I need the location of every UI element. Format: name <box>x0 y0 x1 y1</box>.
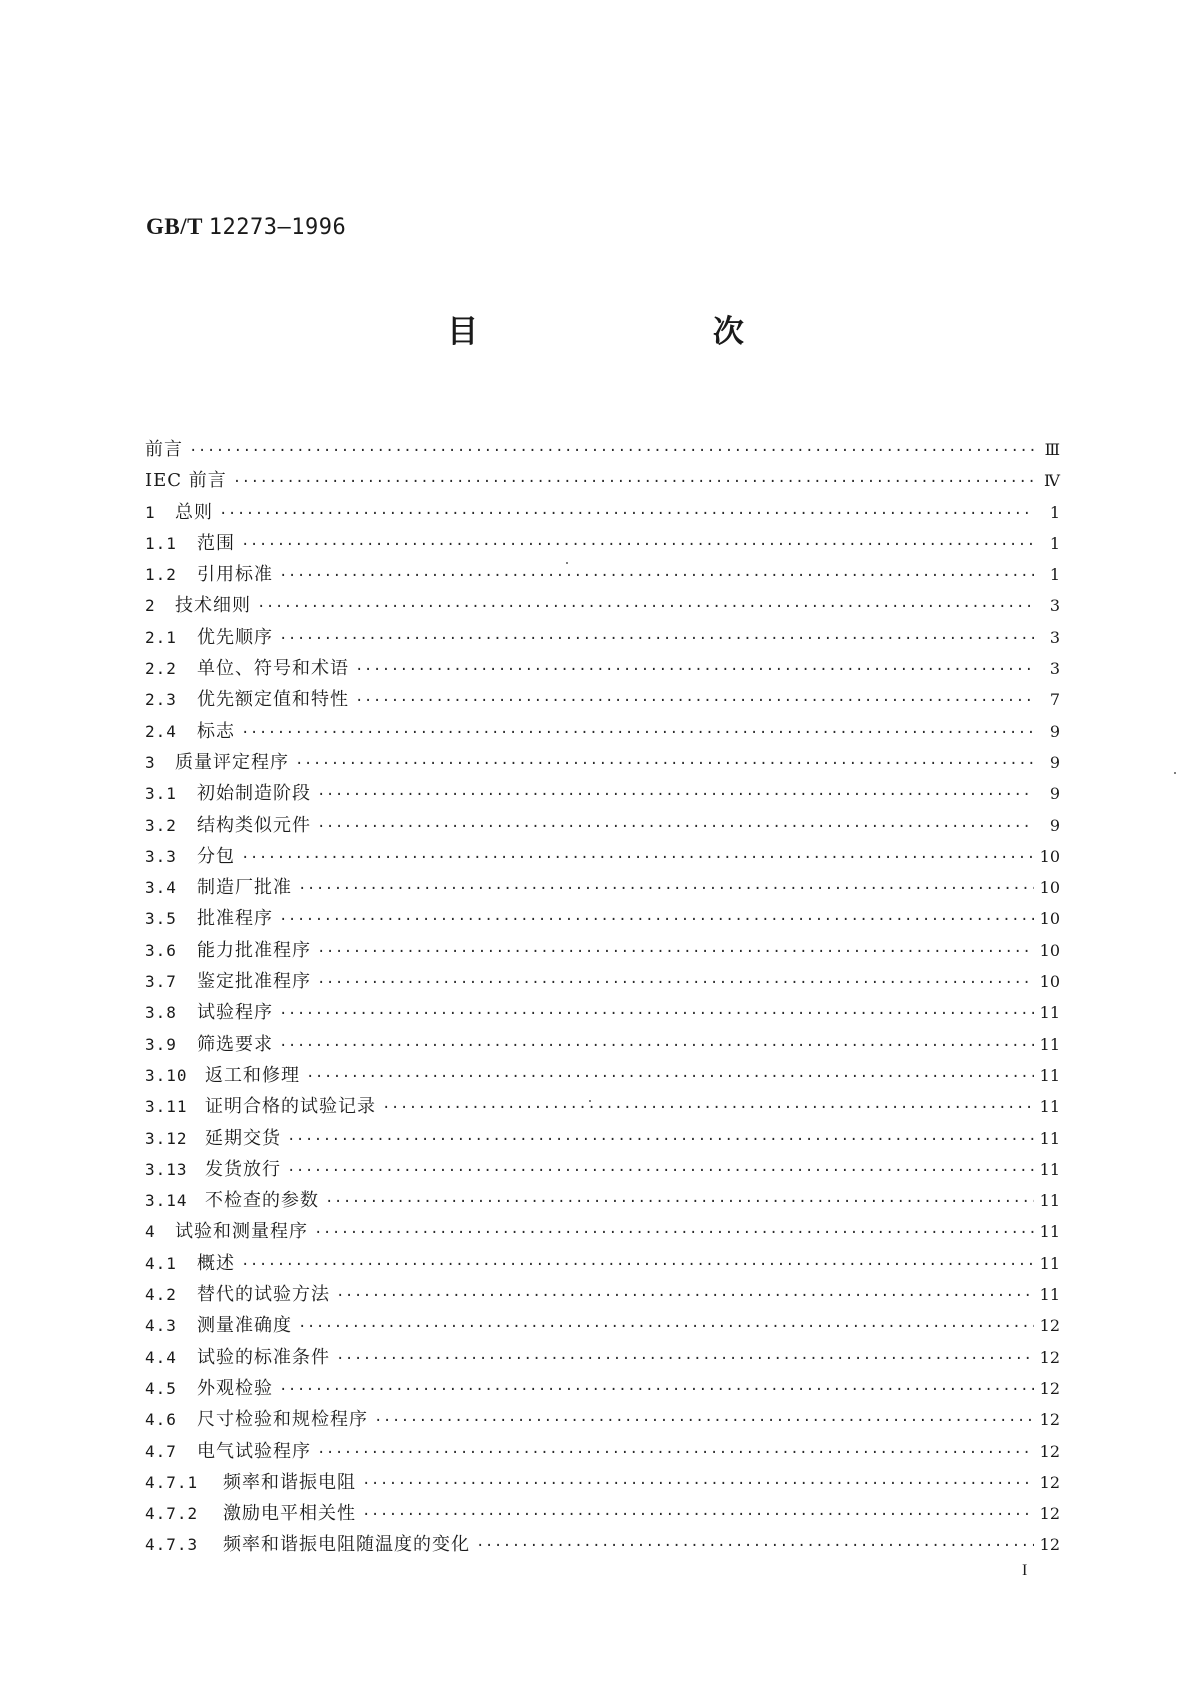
toc-entry-page: 3 <box>1049 659 1060 679</box>
toc-entry-number: 3.10 <box>145 1065 188 1085</box>
toc-entry <box>145 1185 1060 1216</box>
toc-entry <box>145 872 1060 903</box>
toc-entry <box>145 1342 1060 1373</box>
toc-entry <box>145 1091 1060 1122</box>
toc-entry <box>145 1060 1060 1091</box>
toc-entry <box>145 590 1060 621</box>
toc-leader-dots <box>314 1218 1034 1249</box>
toc-entry-page: 11 <box>1039 1097 1060 1117</box>
toc-entry-number: 4.6 <box>145 1410 177 1430</box>
toc-entry <box>145 1279 1060 1310</box>
toc-entry <box>145 1436 1060 1467</box>
toc-entry <box>145 465 1060 496</box>
toc-leader-dots <box>382 1093 1034 1124</box>
toc-entry-page: 10 <box>1039 940 1060 960</box>
toc-entry-label: 总则 <box>175 501 213 523</box>
toc-entry-number: 3.2 <box>145 815 177 835</box>
toc-entry <box>145 434 1060 465</box>
toc-leader-dots <box>374 1406 1034 1437</box>
toc-entry-page: 12 <box>1039 1472 1060 1492</box>
toc-entry <box>145 716 1060 747</box>
toc-entry-label: 质量评定程序 <box>175 751 289 773</box>
toc-entry <box>145 903 1060 934</box>
table-of-contents <box>145 434 1060 1561</box>
toc-entry-label: 优先顺序 <box>197 626 273 648</box>
toc-entry-number: 1.2 <box>145 565 177 585</box>
toc-entry-label: 尺寸检验和规检程序 <box>197 1409 368 1431</box>
toc-entry-number: 4.7.3 <box>145 1535 199 1555</box>
toc-entry-page: 10 <box>1039 909 1060 929</box>
toc-entry-page: 12 <box>1039 1410 1060 1430</box>
toc-leader-dots <box>241 530 1034 561</box>
toc-entry <box>145 528 1060 559</box>
toc-leader-dots <box>325 1187 1034 1218</box>
toc-leader-dots <box>279 561 1034 592</box>
toc-leader-dots <box>279 999 1034 1030</box>
toc-leader-dots <box>279 624 1034 655</box>
toc-entry-number: 1.1 <box>145 533 177 553</box>
toc-entry-number: 4.3 <box>145 1316 177 1336</box>
toc-entry-page: 12 <box>1039 1535 1060 1555</box>
toc-entry-number: 3.8 <box>145 1003 177 1023</box>
toc-leader-dots <box>317 968 1034 999</box>
standard-code-prefix: GB/T <box>146 214 203 239</box>
toc-entry-label: 不检查的参数 <box>205 1190 319 1212</box>
toc-leader-dots <box>317 812 1034 843</box>
toc-leader-dots <box>287 1156 1034 1187</box>
page-number: I <box>1022 1562 1028 1579</box>
standard-code <box>146 214 346 240</box>
toc-entry-label: 标志 <box>197 720 235 742</box>
toc-entry-number: 2.3 <box>145 690 177 710</box>
toc-entry-page: 11 <box>1039 1191 1060 1211</box>
toc-entry-label: 单位、符号和术语 <box>197 658 349 680</box>
toc-entry-page: 9 <box>1049 815 1060 835</box>
toc-entry-label: 技术细则 <box>175 595 251 617</box>
toc-entry-number: 3.5 <box>145 909 177 929</box>
toc-entry <box>145 1404 1060 1435</box>
toc-entry-number: 3.12 <box>145 1128 188 1148</box>
toc-entry-page: 9 <box>1049 752 1060 772</box>
toc-leader-dots <box>295 749 1034 780</box>
toc-entry-label: 概述 <box>197 1252 235 1274</box>
toc-entry-page: 11 <box>1039 1065 1060 1085</box>
toc-entry <box>145 841 1060 872</box>
toc-leader-dots <box>355 655 1034 686</box>
toc-entry-page: 11 <box>1039 1222 1060 1242</box>
toc-entry-number: 3.3 <box>145 846 177 866</box>
toc-entry-label: 测量准确度 <box>197 1315 292 1337</box>
toc-entry-number: 3.6 <box>145 940 177 960</box>
toc-entry-label: 返工和修理 <box>205 1064 300 1086</box>
toc-entry-number: 2.4 <box>145 721 177 741</box>
toc-entry-label: 外观检验 <box>197 1377 273 1399</box>
toc-entry <box>145 966 1060 997</box>
toc-entry <box>145 1154 1060 1185</box>
toc-entry-label: 试验程序 <box>197 1002 273 1024</box>
toc-entry <box>145 1467 1060 1498</box>
toc-entry-number: 3.9 <box>145 1034 177 1054</box>
toc-leader-dots <box>306 1062 1034 1093</box>
toc-entry-page: 12 <box>1039 1441 1060 1461</box>
toc-entry-page: 11 <box>1039 1159 1060 1179</box>
toc-entry-number: 4 <box>145 1222 156 1242</box>
toc-leader-dots <box>317 937 1034 968</box>
toc-leader-dots <box>219 499 1034 530</box>
toc-entry-page: 9 <box>1049 721 1060 741</box>
toc-leader-dots <box>189 436 1034 467</box>
toc-entry-number: 3.7 <box>145 972 177 992</box>
toc-entry <box>145 684 1060 715</box>
toc-leader-dots <box>257 592 1034 623</box>
toc-leader-dots <box>241 1250 1034 1281</box>
toc-entry-number: 4.1 <box>145 1253 177 1273</box>
toc-entry-label: 延期交货 <box>205 1127 281 1149</box>
toc-entry-number: 3.14 <box>145 1191 188 1211</box>
toc-entry <box>145 497 1060 528</box>
toc-entry-page: 1 <box>1049 565 1060 585</box>
toc-entry-number: 2.2 <box>145 659 177 679</box>
toc-leader-dots <box>279 1031 1034 1062</box>
toc-entry <box>145 1529 1060 1560</box>
toc-entry-label: 频率和谐振电阻随温度的变化 <box>223 1534 470 1556</box>
toc-leader-dots <box>336 1281 1034 1312</box>
toc-entry <box>145 559 1060 590</box>
toc-entry-label: 前言 <box>145 439 183 460</box>
toc-entry <box>145 1310 1060 1341</box>
toc-entry-page: 11 <box>1039 1128 1060 1148</box>
scan-speck <box>566 562 568 564</box>
page-title: 目 次 <box>447 314 856 350</box>
toc-entry-label: 鉴定批准程序 <box>197 971 311 993</box>
toc-entry-page: 12 <box>1039 1316 1060 1336</box>
toc-entry-number: 4.4 <box>145 1347 177 1367</box>
toc-entry-label: 分包 <box>197 845 235 867</box>
toc-entry-number: 3.11 <box>145 1097 188 1117</box>
toc-entry-number: 1 <box>145 502 156 522</box>
toc-entry-label: 电气试验程序 <box>197 1440 311 1462</box>
toc-entry <box>145 622 1060 653</box>
toc-entry-label: 试验的标准条件 <box>197 1346 330 1368</box>
toc-leader-dots <box>362 1500 1034 1531</box>
toc-entry-label: 激励电平相关性 <box>223 1503 356 1525</box>
toc-entry <box>145 810 1060 841</box>
toc-entry-number: 2 <box>145 596 156 616</box>
toc-entry <box>145 1498 1060 1529</box>
scan-speck <box>589 1100 591 1102</box>
toc-entry-number: 3.13 <box>145 1159 188 1179</box>
toc-entry-page: 3 <box>1049 627 1060 647</box>
toc-entry-label: 优先额定值和特性 <box>197 689 349 711</box>
toc-entry-label: 初始制造阶段 <box>197 783 311 805</box>
toc-entry-label: 替代的试验方法 <box>197 1284 330 1306</box>
toc-entry <box>145 1248 1060 1279</box>
toc-leader-dots <box>476 1531 1034 1562</box>
toc-entry-number: 4.5 <box>145 1378 177 1398</box>
toc-entry-page: 10 <box>1039 878 1060 898</box>
toc-entry <box>145 653 1060 684</box>
toc-entry-label: 频率和谐振电阻 <box>223 1471 356 1493</box>
toc-entry-label: 范围 <box>197 532 235 554</box>
toc-entry-number: 4.7.2 <box>145 1504 199 1524</box>
toc-entry-number: 2.1 <box>145 627 177 647</box>
toc-entry <box>145 1373 1060 1404</box>
toc-entry-label: 试验和测量程序 <box>175 1221 308 1243</box>
toc-leader-dots <box>279 905 1034 936</box>
toc-leader-dots <box>336 1344 1034 1375</box>
toc-entry-page: 11 <box>1039 1034 1060 1054</box>
toc-entry-label: 能力批准程序 <box>197 939 311 961</box>
toc-entry-page: 12 <box>1039 1504 1060 1524</box>
toc-entry-label: IEC 前言 <box>145 470 227 492</box>
toc-entry <box>145 997 1060 1028</box>
toc-entry-number: 4.7 <box>145 1441 177 1461</box>
toc-entry-label: 引用标准 <box>197 564 273 586</box>
toc-leader-dots <box>298 1312 1034 1343</box>
toc-entry <box>145 935 1060 966</box>
toc-entry-number: 3 <box>145 752 156 772</box>
toc-entry-label: 筛选要求 <box>197 1033 273 1055</box>
standard-code-number: 12273—1996 <box>208 215 347 240</box>
toc-leader-dots <box>317 1438 1034 1469</box>
toc-entry-page: 1 <box>1049 502 1060 522</box>
toc-entry <box>145 1123 1060 1154</box>
toc-entry-page: 1 <box>1049 533 1060 553</box>
toc-entry-number: 4.2 <box>145 1285 177 1305</box>
toc-leader-dots <box>298 874 1034 905</box>
toc-entry-page: 10 <box>1039 972 1060 992</box>
toc-leader-dots <box>317 780 1034 811</box>
toc-entry <box>145 1029 1060 1060</box>
toc-entry-number: 3.4 <box>145 878 177 898</box>
toc-entry-page: Ⅲ <box>1044 440 1060 459</box>
toc-entry-page: 12 <box>1039 1347 1060 1367</box>
toc-entry-page: Ⅳ <box>1044 471 1060 491</box>
toc-entry-page: 12 <box>1039 1378 1060 1398</box>
toc-entry-page: 9 <box>1049 784 1060 804</box>
toc-entry-label: 制造厂批准 <box>197 877 292 899</box>
toc-entry-label: 批准程序 <box>197 908 273 930</box>
toc-entry-page: 11 <box>1039 1003 1060 1023</box>
toc-leader-dots <box>241 843 1034 874</box>
toc-entry-page: 11 <box>1039 1253 1060 1273</box>
toc-entry-page: 11 <box>1039 1285 1060 1305</box>
toc-leader-dots <box>287 1125 1034 1156</box>
toc-leader-dots <box>241 718 1034 749</box>
toc-entry-page: 10 <box>1039 846 1060 866</box>
scan-speck <box>1174 772 1176 774</box>
toc-leader-dots <box>233 467 1034 498</box>
toc-entry-number: 4.7.1 <box>145 1472 199 1492</box>
toc-leader-dots <box>362 1469 1034 1500</box>
toc-entry-label: 证明合格的试验记录 <box>205 1096 376 1118</box>
toc-entry-page: 7 <box>1049 690 1060 710</box>
toc-entry-label: 结构类似元件 <box>197 814 311 836</box>
toc-leader-dots <box>279 1375 1034 1406</box>
toc-entry <box>145 747 1060 778</box>
toc-entry-number: 3.1 <box>145 784 177 804</box>
toc-leader-dots <box>355 686 1034 717</box>
toc-entry <box>145 778 1060 809</box>
toc-entry-label: 发货放行 <box>205 1158 281 1180</box>
toc-entry-page: 3 <box>1049 596 1060 616</box>
toc-entry <box>145 1216 1060 1247</box>
